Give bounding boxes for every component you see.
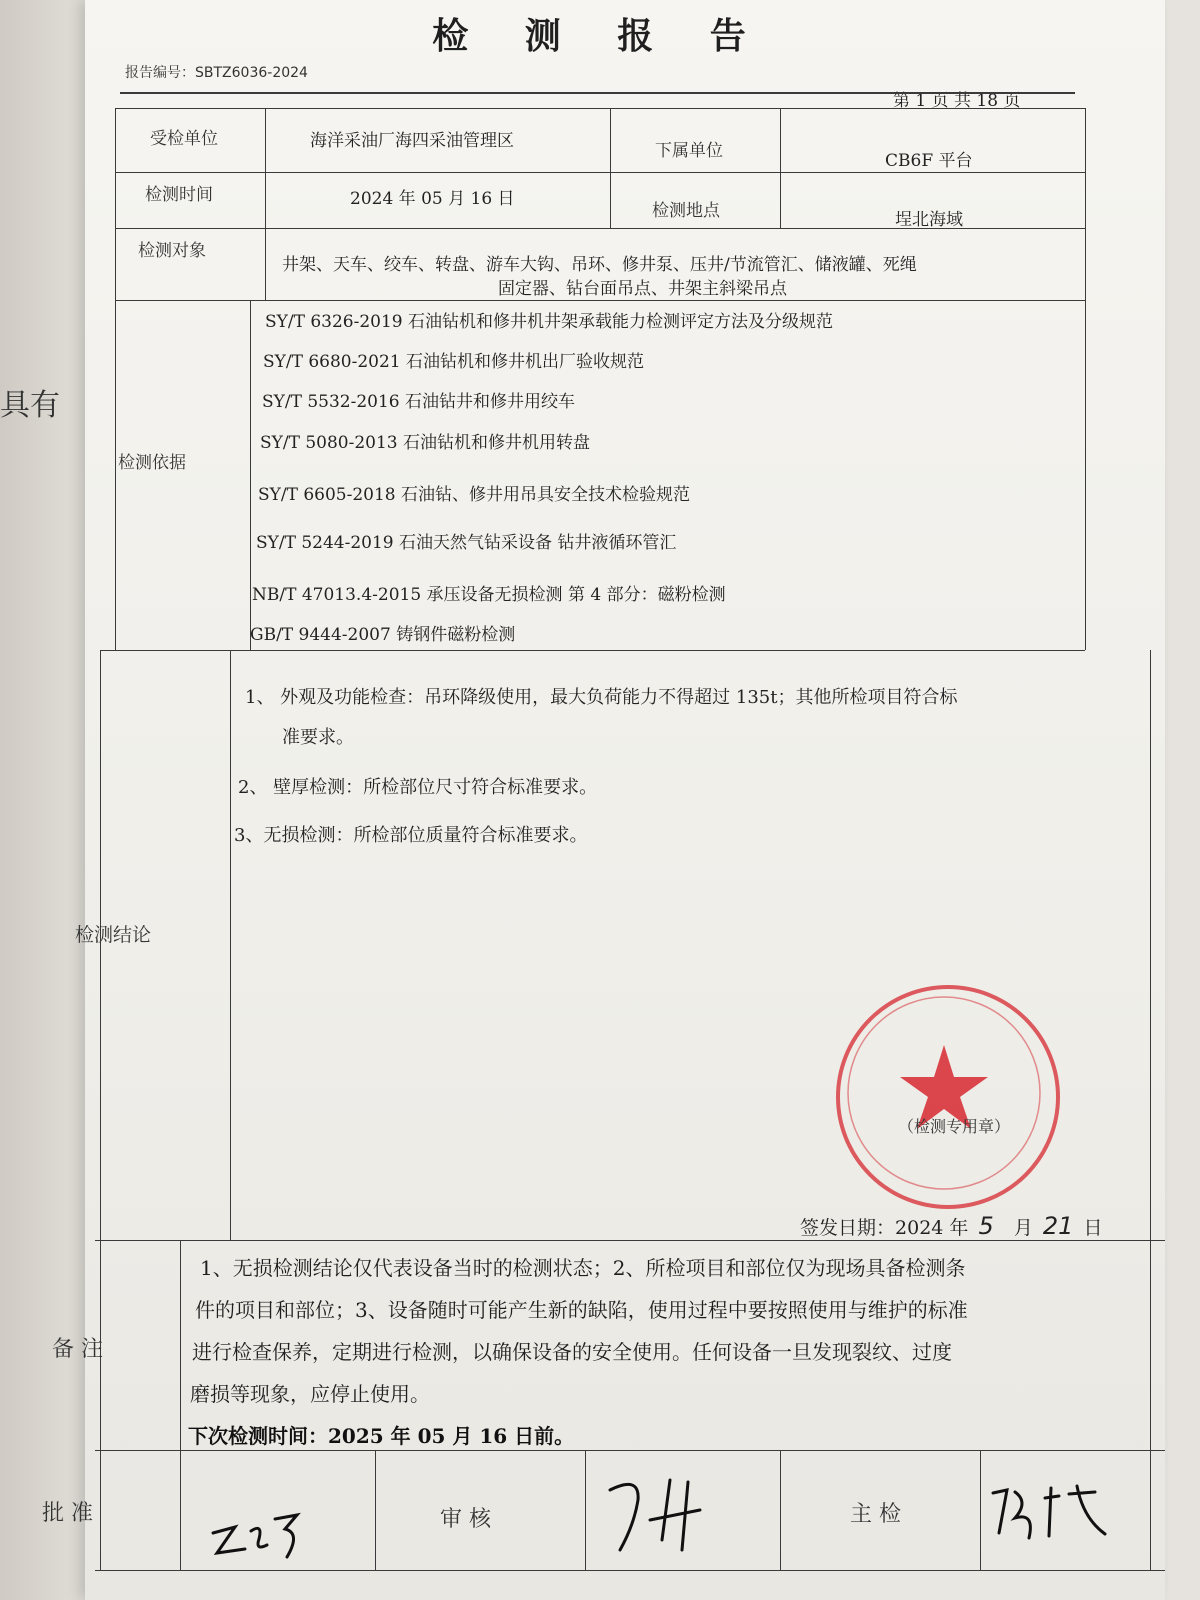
conclusion-label: 检测结论 [75, 924, 152, 946]
standard-item: SY/T 5532-2016 石油钻井和修井用绞车 [262, 392, 576, 412]
sign-year-unit: 年 [949, 1217, 969, 1239]
standard-item: GB/T 9444-2007 铸钢件磁粉检测 [250, 625, 516, 645]
subordinate-unit-label: 下属单位 [655, 141, 723, 161]
conclusion-item-2: 2、 壁厚检测：所检部位尺寸符合标准要求。 [238, 777, 598, 798]
remarks-line-4: 磨损等现象，应停止使用。 [190, 1382, 430, 1406]
approver-signature [205, 1505, 325, 1565]
inspected-unit-value: 海洋采油厂海四采油管理区 [310, 131, 514, 151]
inspection-object-label: 检测对象 [138, 241, 206, 261]
standard-item: NB/T 47013.4-2015 承压设备无损检测 第 4 部分：磁粉检测 [252, 585, 726, 605]
background-right-page [1160, 0, 1200, 1600]
inspection-time-value: 2024 年 05 月 16 日 [350, 189, 515, 209]
remarks-label: 备 注 [52, 1337, 103, 1362]
approve-label: 批 准 [42, 1501, 93, 1526]
inspection-object-line1: 井架、天车、绞车、转盘、游车大钩、吊环、修井泵、压井/节流管汇、储液罐、死绳 [282, 255, 917, 275]
reviewer-signature [600, 1470, 750, 1560]
report-number: 报告编号：SBTZ6036-2024 [125, 65, 308, 81]
standard-item: SY/T 5080-2013 石油钻机和修井机用转盘 [260, 433, 591, 453]
inspection-basis-label: 检测依据 [118, 453, 186, 473]
sign-month-unit: 月 [1013, 1217, 1033, 1239]
report-title: 检 测 报 告 [432, 15, 768, 57]
inspection-place-label: 检测地点 [652, 201, 720, 221]
inspection-place-value: 埕北海域 [895, 210, 963, 230]
sign-day-unit: 日 [1083, 1217, 1103, 1239]
review-label: 审 核 [440, 1507, 491, 1532]
seal-icon [836, 985, 1052, 1201]
seal-purpose: （检测专用章） [898, 1117, 1011, 1136]
standard-item: SY/T 6680-2021 石油钻机和修井机出厂验收规范 [263, 352, 645, 372]
inspector-signature [985, 1478, 1125, 1548]
page-info: 第 1 页 共 18 页 [893, 91, 1021, 111]
inspected-unit-label: 受检单位 [150, 129, 218, 149]
header-rule [120, 92, 1075, 94]
sign-date [800, 1212, 1102, 1240]
subordinate-unit-value: CB6F 平台 [885, 151, 973, 171]
sign-month: 5 [978, 1212, 994, 1240]
sign-day: 21 [1042, 1212, 1074, 1240]
background-text: 具有 [0, 388, 60, 423]
remarks-line-1: 1、无损检测结论仅代表设备当时的检测状态；2、所检项目和部位仅为现场具备检测条 [200, 1256, 966, 1280]
standard-item: SY/T 6326-2019 石油钻机和修井机井架承载能力检测评定方法及分级规范 [265, 312, 834, 332]
official-seal [836, 985, 1060, 1209]
conclusion-item-3: 3、无损检测：所检部位质量符合标准要求。 [234, 825, 588, 846]
sign-date-label: 签发日期： [800, 1217, 896, 1239]
remarks-line-2: 件的项目和部位；3、设备随时可能产生新的缺陷，使用过程中要按照使用与维护的标准 [195, 1298, 968, 1322]
conclusion-item-1-cont: 准要求。 [282, 727, 354, 748]
next-inspection-date: 下次检测时间：2025 年 05 月 16 日前。 [188, 1424, 575, 1448]
conclusion-item-1: 1、 外观及功能检查：吊环降级使用，最大负荷能力不得超过 135t；其他所检项目符合标 [245, 687, 958, 708]
standard-item: SY/T 5244-2019 石油天然气钻采设备 钻井液循环管汇 [256, 533, 677, 553]
inspection-time-label: 检测时间 [145, 185, 213, 205]
standard-item: SY/T 6605-2018 石油钻、修井用吊具安全技术检验规范 [258, 485, 691, 505]
inspection-object-line2: 固定器、钻台面吊点、井架主斜梁吊点 [498, 279, 787, 299]
sign-year: 2024 [895, 1217, 944, 1239]
chief-inspector-label: 主 检 [850, 1502, 901, 1527]
remarks-line-3: 进行检查保养，定期进行检测，以确保设备的安全使用。任何设备一旦发现裂纹、过度 [192, 1340, 952, 1364]
